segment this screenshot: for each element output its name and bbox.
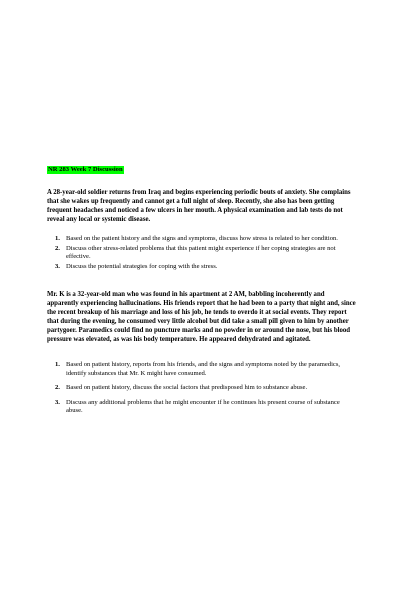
question-text: Discuss other stress-related problems that this patient might experience if her coping strategies are not effective. [66,244,336,261]
case-2-question-2 [47,384,347,393]
question-text: Based on patient history, reports from his friends, and the signs and symptoms noted by the paramedics, identify substances that Mr. K might have consumed. [66,361,341,377]
question-number: 1. [55,235,60,242]
question-number: 1. [55,361,60,368]
question-number: 2. [55,244,60,252]
case-2-question-list [47,361,347,422]
question-number: 3. [55,398,60,406]
case-1-question-list [47,235,347,272]
question-number: 2. [55,384,60,392]
case-2-scenario: Mr. K is a 32-year-old man who was found in his apartment at 2 AM, babbling incoherently and apparently experiencing hallucinations. His friends report that he had been to a party that night and, since the recent breakup of his marriage and loss of his job, he tends to overdo it at social events. They report that during the evening, he consumed very little alcohol but did take a small pill given to him by another partygoer. Paramedics could find no puncture marks and no powder in or around the nose, but his blood pressure was elevated, as was his body temperature. He appeared dehydrated and agitated. [47,291,356,343]
case-1-question-1 [47,235,347,244]
document-title: NR 283 Week 7 Discussion [48,166,123,173]
case-1-question-3 [47,263,347,272]
case-1-question-2 [47,245,347,262]
question-number: 3. [55,262,60,270]
question-text: Discuss any additional problems that he might encounter if he continues his present course of substance abuse. [66,398,340,415]
question-text: Based on patient history, discuss the social factors that predisposed him to substance abuse. [66,384,308,392]
question-text: Discuss the potential strategies for coping with the stress. [66,262,218,270]
case-2-question-1 [47,361,347,378]
case-2-question-3 [47,399,347,416]
question-text: Based on the patient history and the signs and symptoms, discuss how stress is related to her condition. [66,235,338,242]
case-1-scenario: A 28-year-old soldier returns from Iraq and begins experiencing periodic bouts of anxiety. She complains that she wakes up frequently and cannot get a full night of sleep. Recently, she also has been getting frequent headaches and noticed a few ulcers in her mouth. A physical examination and lab tests do not reveal any local or systemic disease. [47,189,351,223]
